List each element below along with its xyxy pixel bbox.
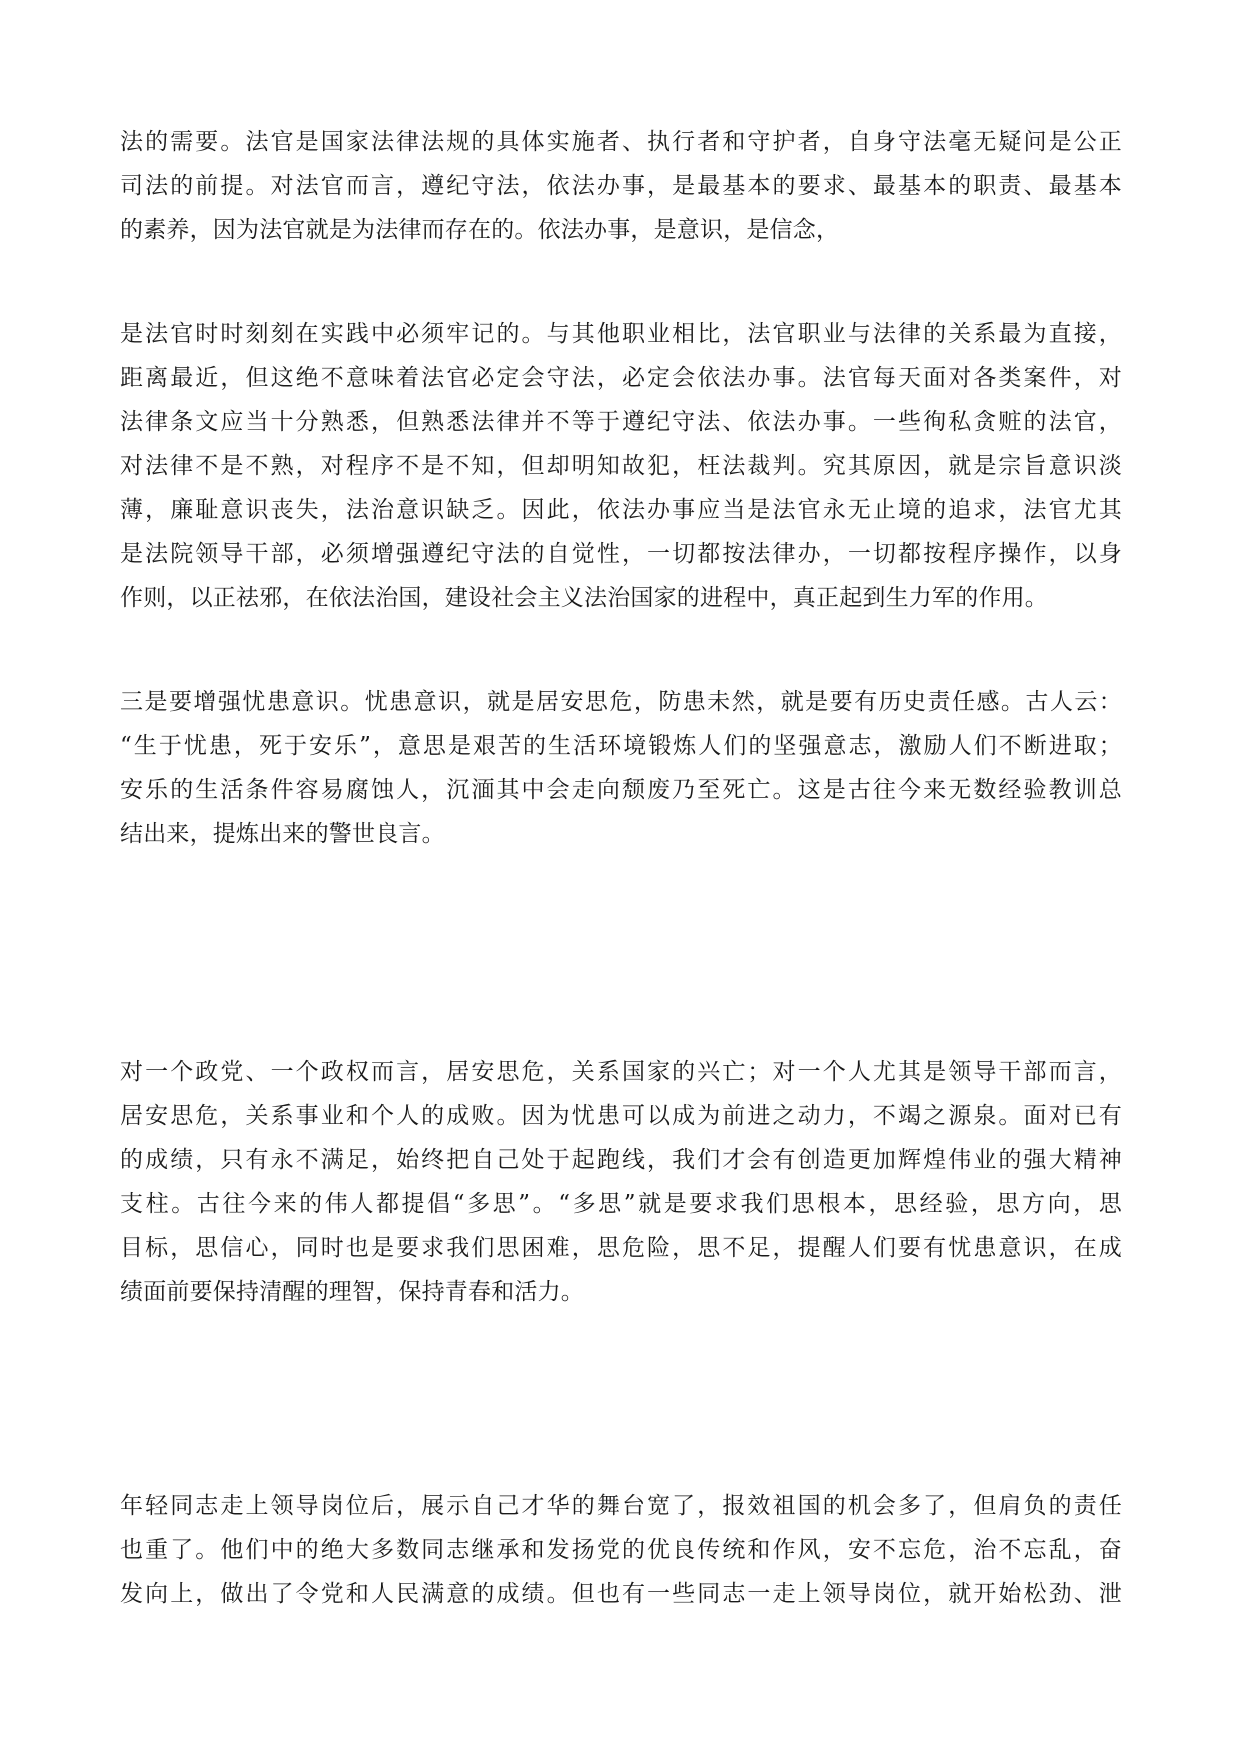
- text-line: 居安思危，关系事业和个人的成败。因为忧患可以成为前进之动力，不竭之源泉。面对已有: [120, 1103, 1122, 1129]
- text-line: 司法的前提。对法官而言，遵纪守法，依法办事，是最基本的要求、最基本的职责、最基本: [120, 173, 1122, 199]
- text-line: 绩面前要保持清醒的理智，保持青春和活力。: [120, 1279, 584, 1305]
- text-line: 法的需要。法官是国家法律法规的具体实施者、执行者和守护者，自身守法毫无疑问是公正: [120, 129, 1122, 155]
- text-line: 薄，廉耻意识丧失，法治意识缺乏。因此，依法办事应当是法官永无止境的追求，法官尤其: [120, 497, 1122, 523]
- text-line: 作则，以正祛邪，在依法治国，建设社会主义法治国家的进程中，真正起到生力军的作用。: [120, 585, 1048, 611]
- text-line: 安乐的生活条件容易腐蚀人，沉湎其中会走向颓废乃至死亡。这是古往今来无数经验教训总: [120, 777, 1122, 803]
- text-line: 是法官时时刻刻在实践中必须牢记的。与其他职业相比，法官职业与法律的关系最为直接，: [120, 321, 1122, 347]
- text-line: 支柱。古往今来的伟人都提倡“多思”。“多思”就是要求我们思根本，思经验，思方向，思: [120, 1191, 1122, 1217]
- text-line: 的成绩，只有永不满足，始终把自己处于起跑线，我们才会有创造更加辉煌伟业的强大精神: [120, 1147, 1122, 1173]
- text-line: 结出来，提炼出来的警世良言。: [120, 821, 445, 847]
- paragraph-2: [120, 312, 1122, 620]
- text-line: 对法律不是不熟，对程序不是不知，但却明知故犯，枉法裁判。究其原因，就是宗旨意识淡: [120, 453, 1122, 479]
- paragraph-5: [120, 1484, 1122, 1616]
- paragraph-3: [120, 680, 1122, 856]
- text-line: 发向上，做出了令党和人民满意的成绩。但也有一些同志一走上领导岗位，就开始松劲、泄: [120, 1581, 1122, 1607]
- paragraph-4: [120, 1050, 1122, 1314]
- text-line: 对一个政党、一个政权而言，居安思危，关系国家的兴亡；对一个人尤其是领导干部而言，: [120, 1059, 1122, 1085]
- text-line: 是法院领导干部，必须增强遵纪守法的自觉性，一切都按法律办，一切都按程序操作，以身: [120, 541, 1122, 567]
- text-line: 年轻同志走上领导岗位后，展示自己才华的舞台宽了，报效祖国的机会多了，但肩负的责任: [120, 1493, 1122, 1519]
- text-line: 目标，思信心，同时也是要求我们思困难，思危险，思不足，提醒人们要有忧患意识，在成: [120, 1235, 1122, 1261]
- text-line: 三是要增强忧患意识。忧患意识，就是居安思危，防患未然，就是要有历史责任感。古人云：: [120, 689, 1122, 715]
- text-line: 的素养，因为法官就是为法律而存在的。依法办事，是意识，是信念，: [120, 217, 840, 243]
- paragraph-1: [120, 120, 1122, 252]
- text-line: 法律条文应当十分熟悉，但熟悉法律并不等于遵纪守法、依法办事。一些徇私贪赃的法官，: [120, 409, 1122, 435]
- text-line: “生于忧患，死于安乐”，意思是艰苦的生活环境锻炼人们的坚强意志，激励人们不断进取；: [120, 733, 1122, 759]
- text-line: 距离最近，但这绝不意味着法官必定会守法，必定会依法办事。法官每天面对各类案件，对: [120, 365, 1122, 391]
- text-line: 也重了。他们中的绝大多数同志继承和发扬党的优良传统和作风，安不忘危，治不忘乱，奋: [120, 1537, 1122, 1563]
